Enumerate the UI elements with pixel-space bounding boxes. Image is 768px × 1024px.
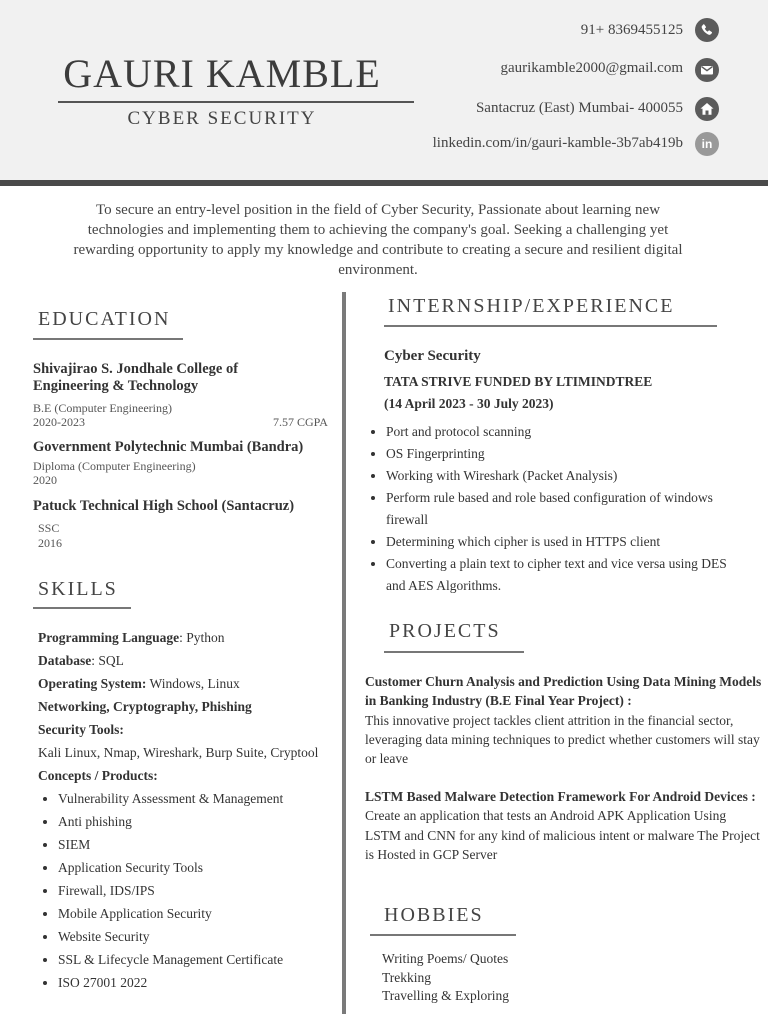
skill-concepts-label: Concepts / Products: — [38, 768, 158, 783]
skill-programming: Programming Language: Python — [38, 630, 225, 645]
phone-number: 91+ 8369455125 — [580, 22, 683, 38]
hobbies-list — [382, 950, 509, 1006]
column-divider — [342, 292, 346, 1014]
skill-tools-value: Kali Linux, Nmap, Wireshark, Burp Suite, Cryptool — [38, 745, 319, 760]
education-heading: EDUCATION — [38, 308, 171, 330]
list-item: • Port and protocol scanning — [386, 421, 736, 443]
project-title: Customer Churn Analysis and Prediction Using Data Mining Models in Banking Industry (B.E Final Year Project) : — [365, 674, 762, 709]
education-score: 7.57 CGPA — [273, 415, 328, 429]
internship-company: TATA STRIVE FUNDED BY LTIMINDTREE — [384, 374, 653, 389]
project-description: Create an application that tests an Android APK Application Using LSTM and CNN for any kind of malicious intent or malware The Project is Hosted in GCP Server — [365, 808, 760, 862]
concepts-list — [38, 787, 338, 994]
candidate-name: GAURI KAMBLE — [63, 51, 381, 96]
projects-underline — [384, 651, 524, 653]
internship-tasks — [366, 421, 736, 597]
list-item: • Perform rule based and role based configuration of windows firewall — [386, 487, 736, 531]
phone-icon — [695, 18, 719, 42]
skill-database: Database: SQL — [38, 653, 124, 668]
education-underline — [33, 338, 183, 340]
skill-os: Operating System: Windows, Linux — [38, 676, 240, 691]
list-item: • Vulnerability Assessment & Management — [58, 787, 338, 810]
email-address[interactable]: gaurikamble2000@gmail.com — [500, 60, 683, 76]
project-item — [365, 672, 763, 768]
list-item: Trekking — [382, 969, 432, 985]
list-item: • Mobile Application Security — [58, 902, 338, 925]
career-objective: To secure an entry-level position in the field of Cyber Security, Passionate about learning new technologies and implementing them to achieving the company's goal. Seeking a challenging yet rewarding opportunity to apply my knowledge and contribute to creating a secure and resilient digital environment. — [73, 202, 683, 278]
list-item: • Anti phishing — [58, 810, 338, 833]
education-school: Government Polytechnic Mumbai (Bandra) — [33, 439, 304, 455]
skills-heading: SKILLS — [38, 578, 118, 600]
project-title: LSTM Based Malware Detection Framework For Android Devices : — [365, 789, 756, 804]
header-bottom-bar — [0, 180, 768, 186]
list-item: • Firewall, IDS/IPS — [58, 879, 338, 902]
project-item — [365, 787, 763, 864]
home-icon — [695, 97, 719, 121]
list-item: • Determining which cipher is used in HTTPS client — [386, 531, 736, 553]
linkedin-icon: in — [695, 132, 719, 156]
list-item: • SSL & Lifecycle Management Certificate — [58, 948, 338, 971]
hobbies-underline — [370, 934, 516, 936]
education-school: Patuck Technical High School (Santacruz) — [33, 498, 295, 514]
linkedin-url[interactable]: linkedin.com/in/gauri-kamble-3b7ab419b — [432, 135, 683, 151]
list-item: • SIEM — [58, 833, 338, 856]
education-degree: Diploma (Computer Engineering) — [33, 459, 196, 473]
internship-heading: INTERNSHIP/EXPERIENCE — [388, 295, 675, 317]
skill-tools-label: Security Tools: — [38, 722, 124, 737]
candidate-role: CYBER SECURITY — [127, 108, 317, 129]
internship-underline — [384, 325, 717, 327]
internship-role: Cyber Security — [384, 348, 481, 364]
list-item: Writing Poems/ Quotes — [382, 951, 509, 966]
education-years: 2020 — [33, 473, 57, 487]
list-item: • Application Security Tools — [58, 856, 338, 879]
list-item: • ISO 27001 2022 — [58, 971, 338, 994]
mail-icon — [695, 58, 719, 82]
education-school: Shivajirao S. Jondhale College of Engineering & Technology — [33, 361, 239, 394]
project-description: This innovative project tackles client attrition in the financial sector, leveraging data mining techniques to predict whether customers will stay or leave — [365, 712, 760, 767]
skills-list — [38, 626, 338, 994]
education-years: 2016 — [38, 536, 62, 550]
list-item: Travelling & Exploring — [382, 988, 509, 1003]
projects-heading: PROJECTS — [389, 620, 501, 642]
list-item: • Converting a plain text to cipher text and vice versa using DES and AES Algorithms. — [386, 553, 736, 597]
education-years: 2020-2023 — [33, 415, 85, 429]
list-item: • Working with Wireshark (Packet Analysis) — [386, 465, 736, 487]
hobbies-heading: HOBBIES — [384, 904, 484, 926]
internship-dates: (14 April 2023 - 30 July 2023) — [384, 396, 554, 411]
address: Santacruz (East) Mumbai- 400055 — [475, 100, 683, 116]
list-item: • Website Security — [58, 925, 338, 948]
skills-underline — [33, 607, 131, 609]
name-underline — [58, 101, 414, 103]
education-degree: B.E (Computer Engineering) — [33, 401, 172, 415]
education-degree: SSC — [38, 521, 60, 535]
list-item: • OS Fingerprinting — [386, 443, 736, 465]
skill-networking: Networking, Cryptography, Phishing — [38, 699, 252, 714]
